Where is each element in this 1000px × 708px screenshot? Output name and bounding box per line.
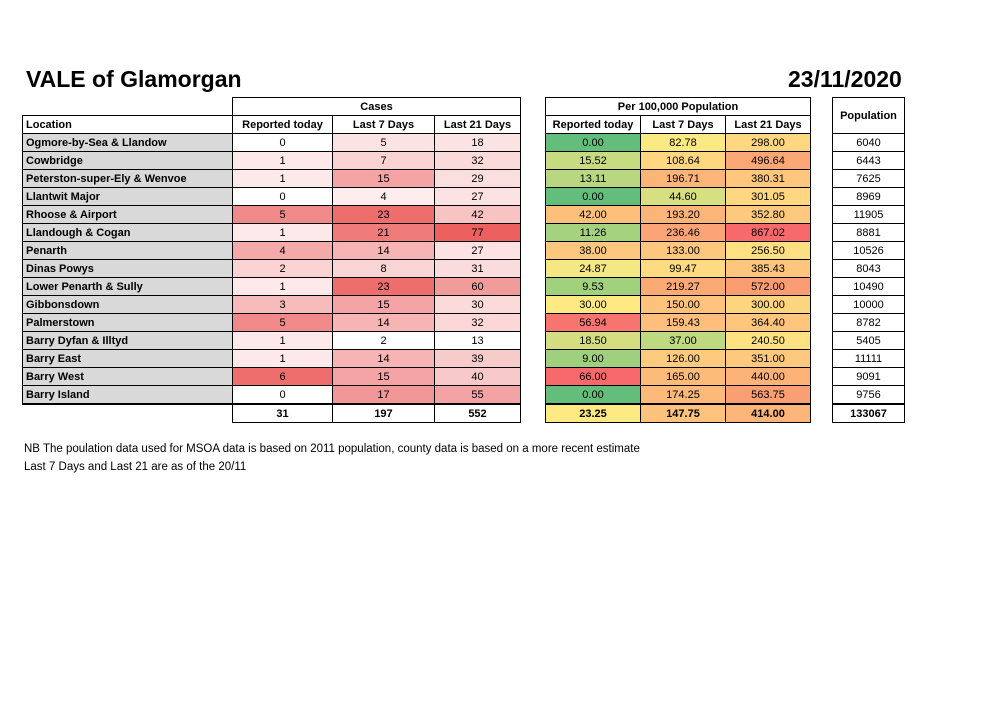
- table-row: [833, 386, 905, 405]
- totals-row: [546, 404, 811, 423]
- population-cell: 10000: [833, 296, 905, 314]
- last21-cell: 30: [435, 296, 521, 314]
- report-date: 23/11/2020: [788, 66, 902, 92]
- rate-reported-today-cell: 56.94: [546, 314, 641, 332]
- table-row: [546, 350, 811, 368]
- last7-cell: 5: [333, 134, 435, 152]
- total-rate-last21: 414.00: [726, 404, 811, 423]
- rate-last21-header: Last 21 Days: [726, 116, 811, 134]
- rate-reported-today-header: Reported today: [546, 116, 641, 134]
- last21-cell: 77: [435, 224, 521, 242]
- location-cell: Barry Island: [23, 386, 233, 405]
- table-row: [23, 278, 521, 296]
- cases-group-header: Cases: [233, 98, 521, 116]
- last7-cell: 17: [333, 386, 435, 405]
- reported-today-cell: 0: [233, 134, 333, 152]
- rate-reported-today-cell: 0.00: [546, 134, 641, 152]
- rate-last7-cell: 108.64: [641, 152, 726, 170]
- population-table: [832, 97, 905, 423]
- blank-cell: [23, 404, 233, 423]
- rate-last7-cell: 126.00: [641, 350, 726, 368]
- table-row: [546, 332, 811, 350]
- population-cell: 8043: [833, 260, 905, 278]
- rate-last7-cell: 193.20: [641, 206, 726, 224]
- rate-last21-cell: 301.05: [726, 188, 811, 206]
- reported-today-cell: 1: [233, 224, 333, 242]
- per100k-group-header: Per 100,000 Population: [546, 98, 811, 116]
- location-cell: Llandough & Cogan: [23, 224, 233, 242]
- rate-last21-cell: 298.00: [726, 134, 811, 152]
- population-cell: 6040: [833, 134, 905, 152]
- table-row: [546, 386, 811, 405]
- last7-cell: 14: [333, 314, 435, 332]
- table-row: [833, 188, 905, 206]
- table-row: [546, 224, 811, 242]
- rate-reported-today-cell: 9.53: [546, 278, 641, 296]
- table-row: [23, 242, 521, 260]
- rate-reported-today-cell: 11.26: [546, 224, 641, 242]
- rate-last7-cell: 236.46: [641, 224, 726, 242]
- population-cell: 10490: [833, 278, 905, 296]
- rate-last21-cell: 364.40: [726, 314, 811, 332]
- location-cell: Barry East: [23, 350, 233, 368]
- reported-today-cell: 5: [233, 314, 333, 332]
- rate-last7-cell: 133.00: [641, 242, 726, 260]
- last7-cell: 14: [333, 350, 435, 368]
- rate-last7-cell: 99.47: [641, 260, 726, 278]
- rate-last7-cell: 165.00: [641, 368, 726, 386]
- last7-cell: 8: [333, 260, 435, 278]
- total-last7: 197: [333, 404, 435, 423]
- table-row: [546, 206, 811, 224]
- location-header: Location: [23, 116, 233, 134]
- table-row: [23, 206, 521, 224]
- population-cell: 7625: [833, 170, 905, 188]
- population-header: Population: [833, 98, 905, 134]
- table-row: [23, 134, 521, 152]
- last21-cell: 18: [435, 134, 521, 152]
- rate-last7-header: Last 7 Days: [641, 116, 726, 134]
- table-row: [23, 386, 521, 405]
- reported-today-cell: 4: [233, 242, 333, 260]
- last7-cell: 21: [333, 224, 435, 242]
- table-row: [833, 296, 905, 314]
- table-row: [833, 350, 905, 368]
- rate-last7-cell: 159.43: [641, 314, 726, 332]
- table-row: [23, 332, 521, 350]
- total-population: 133067: [833, 404, 905, 423]
- rate-reported-today-cell: 9.00: [546, 350, 641, 368]
- last21-cell: 27: [435, 188, 521, 206]
- rate-last7-cell: 196.71: [641, 170, 726, 188]
- reported-today-cell: 2: [233, 260, 333, 278]
- location-cell: Gibbonsdown: [23, 296, 233, 314]
- note-line: Last 7 Days and Last 21 are as of the 20/11: [24, 461, 247, 473]
- location-cell: Ogmore-by-Sea & Llandow: [23, 134, 233, 152]
- table-row: [833, 260, 905, 278]
- last7-cell: 15: [333, 368, 435, 386]
- rate-reported-today-cell: 24.87: [546, 260, 641, 278]
- table-row: [833, 170, 905, 188]
- rate-reported-today-cell: 38.00: [546, 242, 641, 260]
- last21-cell: 32: [435, 152, 521, 170]
- total-last21: 552: [435, 404, 521, 423]
- last21-cell: 32: [435, 314, 521, 332]
- table-row: [833, 206, 905, 224]
- table-row: [546, 314, 811, 332]
- table-row: [546, 134, 811, 152]
- note-line: NB The poulation data used for MSOA data is based on 2011 population, county data is based on a more recent estimate: [24, 443, 640, 455]
- table-row: [833, 332, 905, 350]
- rate-last7-cell: 219.27: [641, 278, 726, 296]
- table-row: [546, 242, 811, 260]
- table-row: [546, 296, 811, 314]
- rate-reported-today-cell: 66.00: [546, 368, 641, 386]
- population-cell: 11111: [833, 350, 905, 368]
- page-title: VALE of Glamorgan: [26, 66, 242, 92]
- rate-reported-today-cell: 13.11: [546, 170, 641, 188]
- last21-header: Last 21 Days: [435, 116, 521, 134]
- reported-today-cell: 0: [233, 386, 333, 405]
- table-row: [23, 350, 521, 368]
- table-row: [23, 260, 521, 278]
- population-cell: 11905: [833, 206, 905, 224]
- population-cell: 5405: [833, 332, 905, 350]
- rate-last7-cell: 150.00: [641, 296, 726, 314]
- last7-cell: 23: [333, 278, 435, 296]
- location-cell: Lower Penarth & Sully: [23, 278, 233, 296]
- total-reported-today: 31: [233, 404, 333, 423]
- population-cell: 10526: [833, 242, 905, 260]
- reported-today-cell: 1: [233, 170, 333, 188]
- rate-last21-cell: 572.00: [726, 278, 811, 296]
- last21-cell: 42: [435, 206, 521, 224]
- reported-today-cell: 5: [233, 206, 333, 224]
- last21-cell: 40: [435, 368, 521, 386]
- total-rate-reported-today: 23.25: [546, 404, 641, 423]
- population-cell: 8881: [833, 224, 905, 242]
- rate-last21-cell: 351.00: [726, 350, 811, 368]
- location-cell: Rhoose & Airport: [23, 206, 233, 224]
- population-cell: 8969: [833, 188, 905, 206]
- rate-last21-cell: 300.00: [726, 296, 811, 314]
- table-row: [23, 188, 521, 206]
- table-row: [23, 224, 521, 242]
- notes: [24, 440, 640, 476]
- table-row: [546, 278, 811, 296]
- reported-today-cell: 1: [233, 350, 333, 368]
- last7-cell: 2: [333, 332, 435, 350]
- rate-reported-today-cell: 30.00: [546, 296, 641, 314]
- rate-last21-cell: 380.31: [726, 170, 811, 188]
- location-cell: Dinas Powys: [23, 260, 233, 278]
- location-cell: Cowbridge: [23, 152, 233, 170]
- table-row: [546, 170, 811, 188]
- table-row: [23, 152, 521, 170]
- table-row: [546, 188, 811, 206]
- rate-last21-cell: 240.50: [726, 332, 811, 350]
- last7-cell: 14: [333, 242, 435, 260]
- rate-last21-cell: 352.80: [726, 206, 811, 224]
- table-row: [833, 242, 905, 260]
- reported-today-header: Reported today: [233, 116, 333, 134]
- location-cell: Penarth: [23, 242, 233, 260]
- rate-last21-cell: 867.02: [726, 224, 811, 242]
- rate-reported-today-cell: 42.00: [546, 206, 641, 224]
- last21-cell: 39: [435, 350, 521, 368]
- rate-last21-cell: 440.00: [726, 368, 811, 386]
- last7-cell: 23: [333, 206, 435, 224]
- table-row: [546, 368, 811, 386]
- totals-row: [833, 404, 905, 423]
- location-cell: Barry Dyfan & Illtyd: [23, 332, 233, 350]
- cases-table: [22, 97, 521, 423]
- last7-cell: 7: [333, 152, 435, 170]
- last7-header: Last 7 Days: [333, 116, 435, 134]
- last21-cell: 60: [435, 278, 521, 296]
- population-cell: 8782: [833, 314, 905, 332]
- rate-last7-cell: 82.78: [641, 134, 726, 152]
- table-row: [23, 296, 521, 314]
- table-row: [833, 152, 905, 170]
- reported-today-cell: 1: [233, 152, 333, 170]
- table-row: [546, 152, 811, 170]
- last21-cell: 55: [435, 386, 521, 405]
- population-cell: 9091: [833, 368, 905, 386]
- rate-reported-today-cell: 15.52: [546, 152, 641, 170]
- population-cell: 9756: [833, 386, 905, 405]
- last21-cell: 13: [435, 332, 521, 350]
- rate-last21-cell: 496.64: [726, 152, 811, 170]
- table-row: [833, 368, 905, 386]
- table-row: [833, 278, 905, 296]
- rate-last21-cell: 563.75: [726, 386, 811, 405]
- location-cell: Palmerstown: [23, 314, 233, 332]
- rate-reported-today-cell: 0.00: [546, 386, 641, 405]
- rate-reported-today-cell: 0.00: [546, 188, 641, 206]
- rate-last21-cell: 256.50: [726, 242, 811, 260]
- rate-last7-cell: 44.60: [641, 188, 726, 206]
- blank-cell: [23, 98, 233, 116]
- last21-cell: 27: [435, 242, 521, 260]
- table-row: [546, 260, 811, 278]
- rate-last7-cell: 37.00: [641, 332, 726, 350]
- last7-cell: 4: [333, 188, 435, 206]
- total-rate-last7: 147.75: [641, 404, 726, 423]
- rate-last21-cell: 385.43: [726, 260, 811, 278]
- reported-today-cell: 1: [233, 332, 333, 350]
- table-row: [833, 224, 905, 242]
- reported-today-cell: 0: [233, 188, 333, 206]
- table-row: [23, 368, 521, 386]
- reported-today-cell: 6: [233, 368, 333, 386]
- location-cell: Peterston-super-Ely & Wenvoe: [23, 170, 233, 188]
- last7-cell: 15: [333, 296, 435, 314]
- rate-reported-today-cell: 18.50: [546, 332, 641, 350]
- reported-today-cell: 1: [233, 278, 333, 296]
- table-row: [833, 134, 905, 152]
- population-cell: 6443: [833, 152, 905, 170]
- totals-row: [23, 404, 521, 423]
- table-row: [23, 314, 521, 332]
- last7-cell: 15: [333, 170, 435, 188]
- last21-cell: 31: [435, 260, 521, 278]
- reported-today-cell: 3: [233, 296, 333, 314]
- table-row: [23, 170, 521, 188]
- last21-cell: 29: [435, 170, 521, 188]
- location-cell: Llantwit Major: [23, 188, 233, 206]
- table-row: [833, 314, 905, 332]
- per100k-table: [545, 97, 811, 423]
- location-cell: Barry West: [23, 368, 233, 386]
- rate-last7-cell: 174.25: [641, 386, 726, 405]
